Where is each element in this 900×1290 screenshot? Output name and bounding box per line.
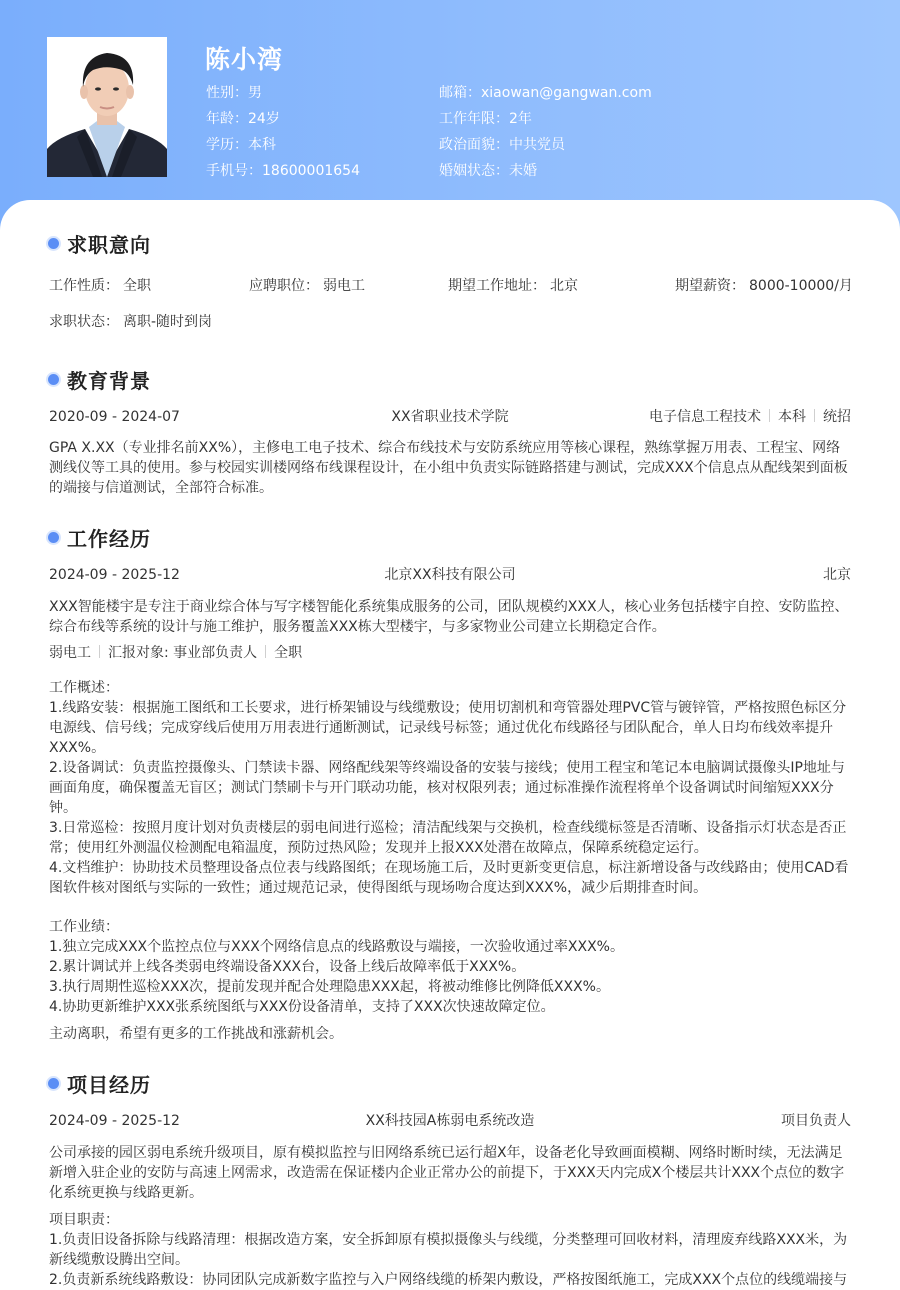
field-label: 期望薪资：: [675, 278, 745, 294]
field-value: 弱电工: [323, 278, 365, 294]
info-label: 邮箱：: [439, 85, 481, 101]
overview-item: 2.设备调试：负责监控摄像头、门禁读卡器、网络配线架等终端设备的安装与接线；使用工程宝和笔记本电脑调试摄像头IP地址与画面角度，确保覆盖无盲区；测试门禁刷卡与开门联动功能，核对权限列表；通过标准操作流程将单个设备调试时间缩短XXX分钟。: [49, 760, 845, 816]
bullet-dot-icon: [48, 1078, 59, 1089]
project-name: XX科技园A栋弱电系统改造: [365, 1113, 535, 1129]
info-marital-status: [439, 161, 652, 187]
info-label: 政治面貌：: [439, 137, 509, 153]
achievement-item: 2.累计调试并上线各类弱电终端设备XXX台，设备上线后故障率低于XXX%。: [49, 959, 526, 975]
section-heading: 工作经历: [67, 527, 151, 551]
overview-item: 4.文档维护：协助技术员整理设备点位表与线路图纸；在现场施工后，及时更新变更信息，标注新增设备与改线路由；使用CAD看图软件核对图纸与实际的一致性；通过规范记录，使得图纸与现场吻合度达到XXX%，减少后期排查时间。: [49, 860, 849, 896]
education-school: XX省职业技术学院: [391, 409, 509, 425]
intention-location: [448, 276, 578, 296]
achievement-item: 3.执行周期性巡检XXX次，提前发现并配合处理隐患XXX起，将被动维修比例降低XXX%。: [49, 979, 610, 995]
field-value: 离职-随时到岗: [123, 314, 213, 330]
info-label: 年龄：: [206, 111, 248, 127]
work-tags: [49, 643, 302, 663]
education-period: 2020-09 - 2024-07: [49, 409, 180, 425]
info-age: [206, 109, 360, 135]
info-education: [206, 135, 360, 161]
field-value: 全职: [123, 278, 151, 294]
field-label: 求职状态：: [49, 314, 119, 330]
field-label: 工作性质：: [49, 278, 119, 294]
info-label: 手机号：: [206, 163, 262, 179]
info-value: 中共党员: [509, 137, 565, 153]
overview-item: 3.日常巡检：按照月度计划对负责楼层的弱电间进行巡检；清洁配线架与交换机，检查线缆标签是否清晰、设备指示灯状态是否正常；使用红外测温仪检测配电箱温度，预防过热风险；发现并上报XXX处潜在故障点，保障系统稳定运行。: [49, 820, 847, 856]
education-description: GPA X.XX（专业排名前XX%），主修电工电子技术、综合布线技术与安防系统应用等核心课程，熟练掌握万用表、工程宝、网络测线仪等工具的使用。参与校园实训楼网络布线课程设计，在小组中负责实际链路搭建与测试，完成XXX个信息点从配线架到面板的端接与信道测试，全部符合标准。: [49, 440, 848, 496]
profile-photo: [47, 37, 167, 177]
candidate-name: 陈小湾: [205, 45, 284, 74]
duties-label: 项目职责：: [49, 1212, 119, 1228]
info-political-status: [439, 135, 652, 161]
section-title-education: [48, 365, 151, 394]
work-location: 北京: [823, 567, 851, 583]
section-heading: 项目经历: [67, 1073, 151, 1097]
intention-status: [49, 312, 212, 332]
field-value: 北京: [550, 278, 578, 294]
divider: [265, 645, 266, 658]
info-label: 工作年限：: [439, 111, 509, 127]
field-label: 期望工作地址：: [448, 278, 546, 294]
duty-item: 2.负责新系统线路敷设：协同团队完成新数字监控与入户网络线缆的桥架内敷设，严格按图纸施工，完成XXX个点位的线缆端接与: [49, 1272, 848, 1288]
project-duties: [49, 1210, 854, 1290]
project-role: 项目负责人: [781, 1113, 851, 1129]
divider: [769, 409, 770, 422]
info-label: 学历：: [206, 137, 248, 153]
basic-info-left: [206, 83, 360, 187]
leave-reason: 主动离职，希望有更多的工作挑战和涨薪机会。: [49, 1026, 343, 1042]
overview-item: 1.线路安装：根据施工图纸和工长要求，进行桥架铺设与线缆敷设；使用切割机和弯管器处理PVC管与镀锌管，严格按照色标区分电源线、信号线；完成穿线后使用万用表进行通断测试，记录线号标签；通过优化布线路径与团队配合，单人日均布线效率提升XXX%。: [49, 700, 847, 756]
info-value: 24岁: [248, 111, 280, 127]
intention-position: [249, 276, 365, 296]
section-title-project: [48, 1069, 151, 1098]
education-degree: 本科: [778, 409, 806, 425]
intention-job-type: [49, 276, 151, 296]
project-period: 2024-09 - 2025-12: [49, 1113, 180, 1129]
info-value: 未婚: [509, 163, 537, 179]
info-label: 性别：: [206, 85, 248, 101]
education-enrollment-type: 统招: [823, 409, 851, 425]
info-work-years: [439, 109, 652, 135]
achievements-label: 工作业绩：: [49, 919, 119, 935]
intention-salary: [675, 276, 853, 296]
section-title-work: [48, 523, 151, 552]
work-report-to: 汇报对象: 事业部负责人: [108, 645, 258, 661]
bullet-dot-icon: [48, 374, 59, 385]
divider: [99, 645, 100, 658]
work-role: 弱电工: [49, 645, 91, 661]
section-heading: 求职意向: [67, 233, 151, 257]
info-phone: [206, 161, 360, 187]
project-description: 公司承接的园区弱电系统升级项目，原有模拟监控与旧网络系统已运行超X年，设备老化导致画面模糊、网络时断时续，无法满足新增入驻企业的安防与高速上网需求，改造需在保证楼内企业正常办公的前提下，于XXX天内完成X个楼层共计XXX个点位的数字化系统更换与线路更新。: [49, 1145, 845, 1201]
achievement-item: 1.独立完成XXX个监控点位与XXX个网络信息点的线路敷设与端接，一次验收通过率XXX%。: [49, 939, 624, 955]
bullet-dot-icon: [48, 532, 59, 543]
overview-label: 工作概述：: [49, 680, 119, 696]
portrait-image: [47, 37, 167, 177]
education-summary-row: [49, 407, 851, 427]
education-tags: [649, 407, 851, 427]
work-type: 全职: [274, 645, 303, 661]
bullet-dot-icon: [48, 238, 59, 249]
info-value: 本科: [248, 137, 276, 153]
divider: [814, 409, 815, 422]
work-achievements: [49, 917, 854, 1017]
info-value: 男: [248, 85, 262, 101]
basic-info-right: [439, 83, 652, 187]
info-gender: [206, 83, 360, 109]
section-title-intention: [48, 229, 151, 258]
education-major: 电子信息工程技术: [649, 409, 761, 425]
company-intro: XXX智能楼宇是专注于商业综合体与写字楼智能化系统集成服务的公司，团队规模约XXX人，核心业务包括楼宇自控、安防监控、综合布线等系统的设计与施工维护，服务覆盖XXX栋大型楼宇，与多家物业公司建立长期稳定合作。: [49, 599, 849, 635]
work-period: 2024-09 - 2025-12: [49, 567, 180, 583]
project-summary-row: [49, 1111, 851, 1131]
duty-item: 1.负责旧设备拆除与线路清理：根据改造方案，安全拆卸原有模拟摄像头与线缆，分类整理可回收材料，清理废弃线路XXX米，为新线缆敷设腾出空间。: [49, 1232, 848, 1268]
work-overview: [49, 678, 854, 898]
achievement-item: 4.协助更新维护XXX张系统图纸与XXX份设备清单，支持了XXX次快速故障定位。: [49, 999, 555, 1015]
info-value: xiaowan@gangwan.com: [481, 85, 652, 101]
work-company: 北京XX科技有限公司: [384, 567, 516, 583]
field-label: 应聘职位：: [249, 278, 319, 294]
info-value: 2年: [509, 111, 532, 127]
field-value: 8000-10000/月: [749, 278, 853, 294]
info-value: 18600001654: [262, 163, 360, 179]
work-summary-row: [49, 565, 851, 585]
info-email: [439, 83, 652, 109]
section-heading: 教育背景: [67, 369, 151, 393]
info-label: 婚姻状态：: [439, 163, 509, 179]
